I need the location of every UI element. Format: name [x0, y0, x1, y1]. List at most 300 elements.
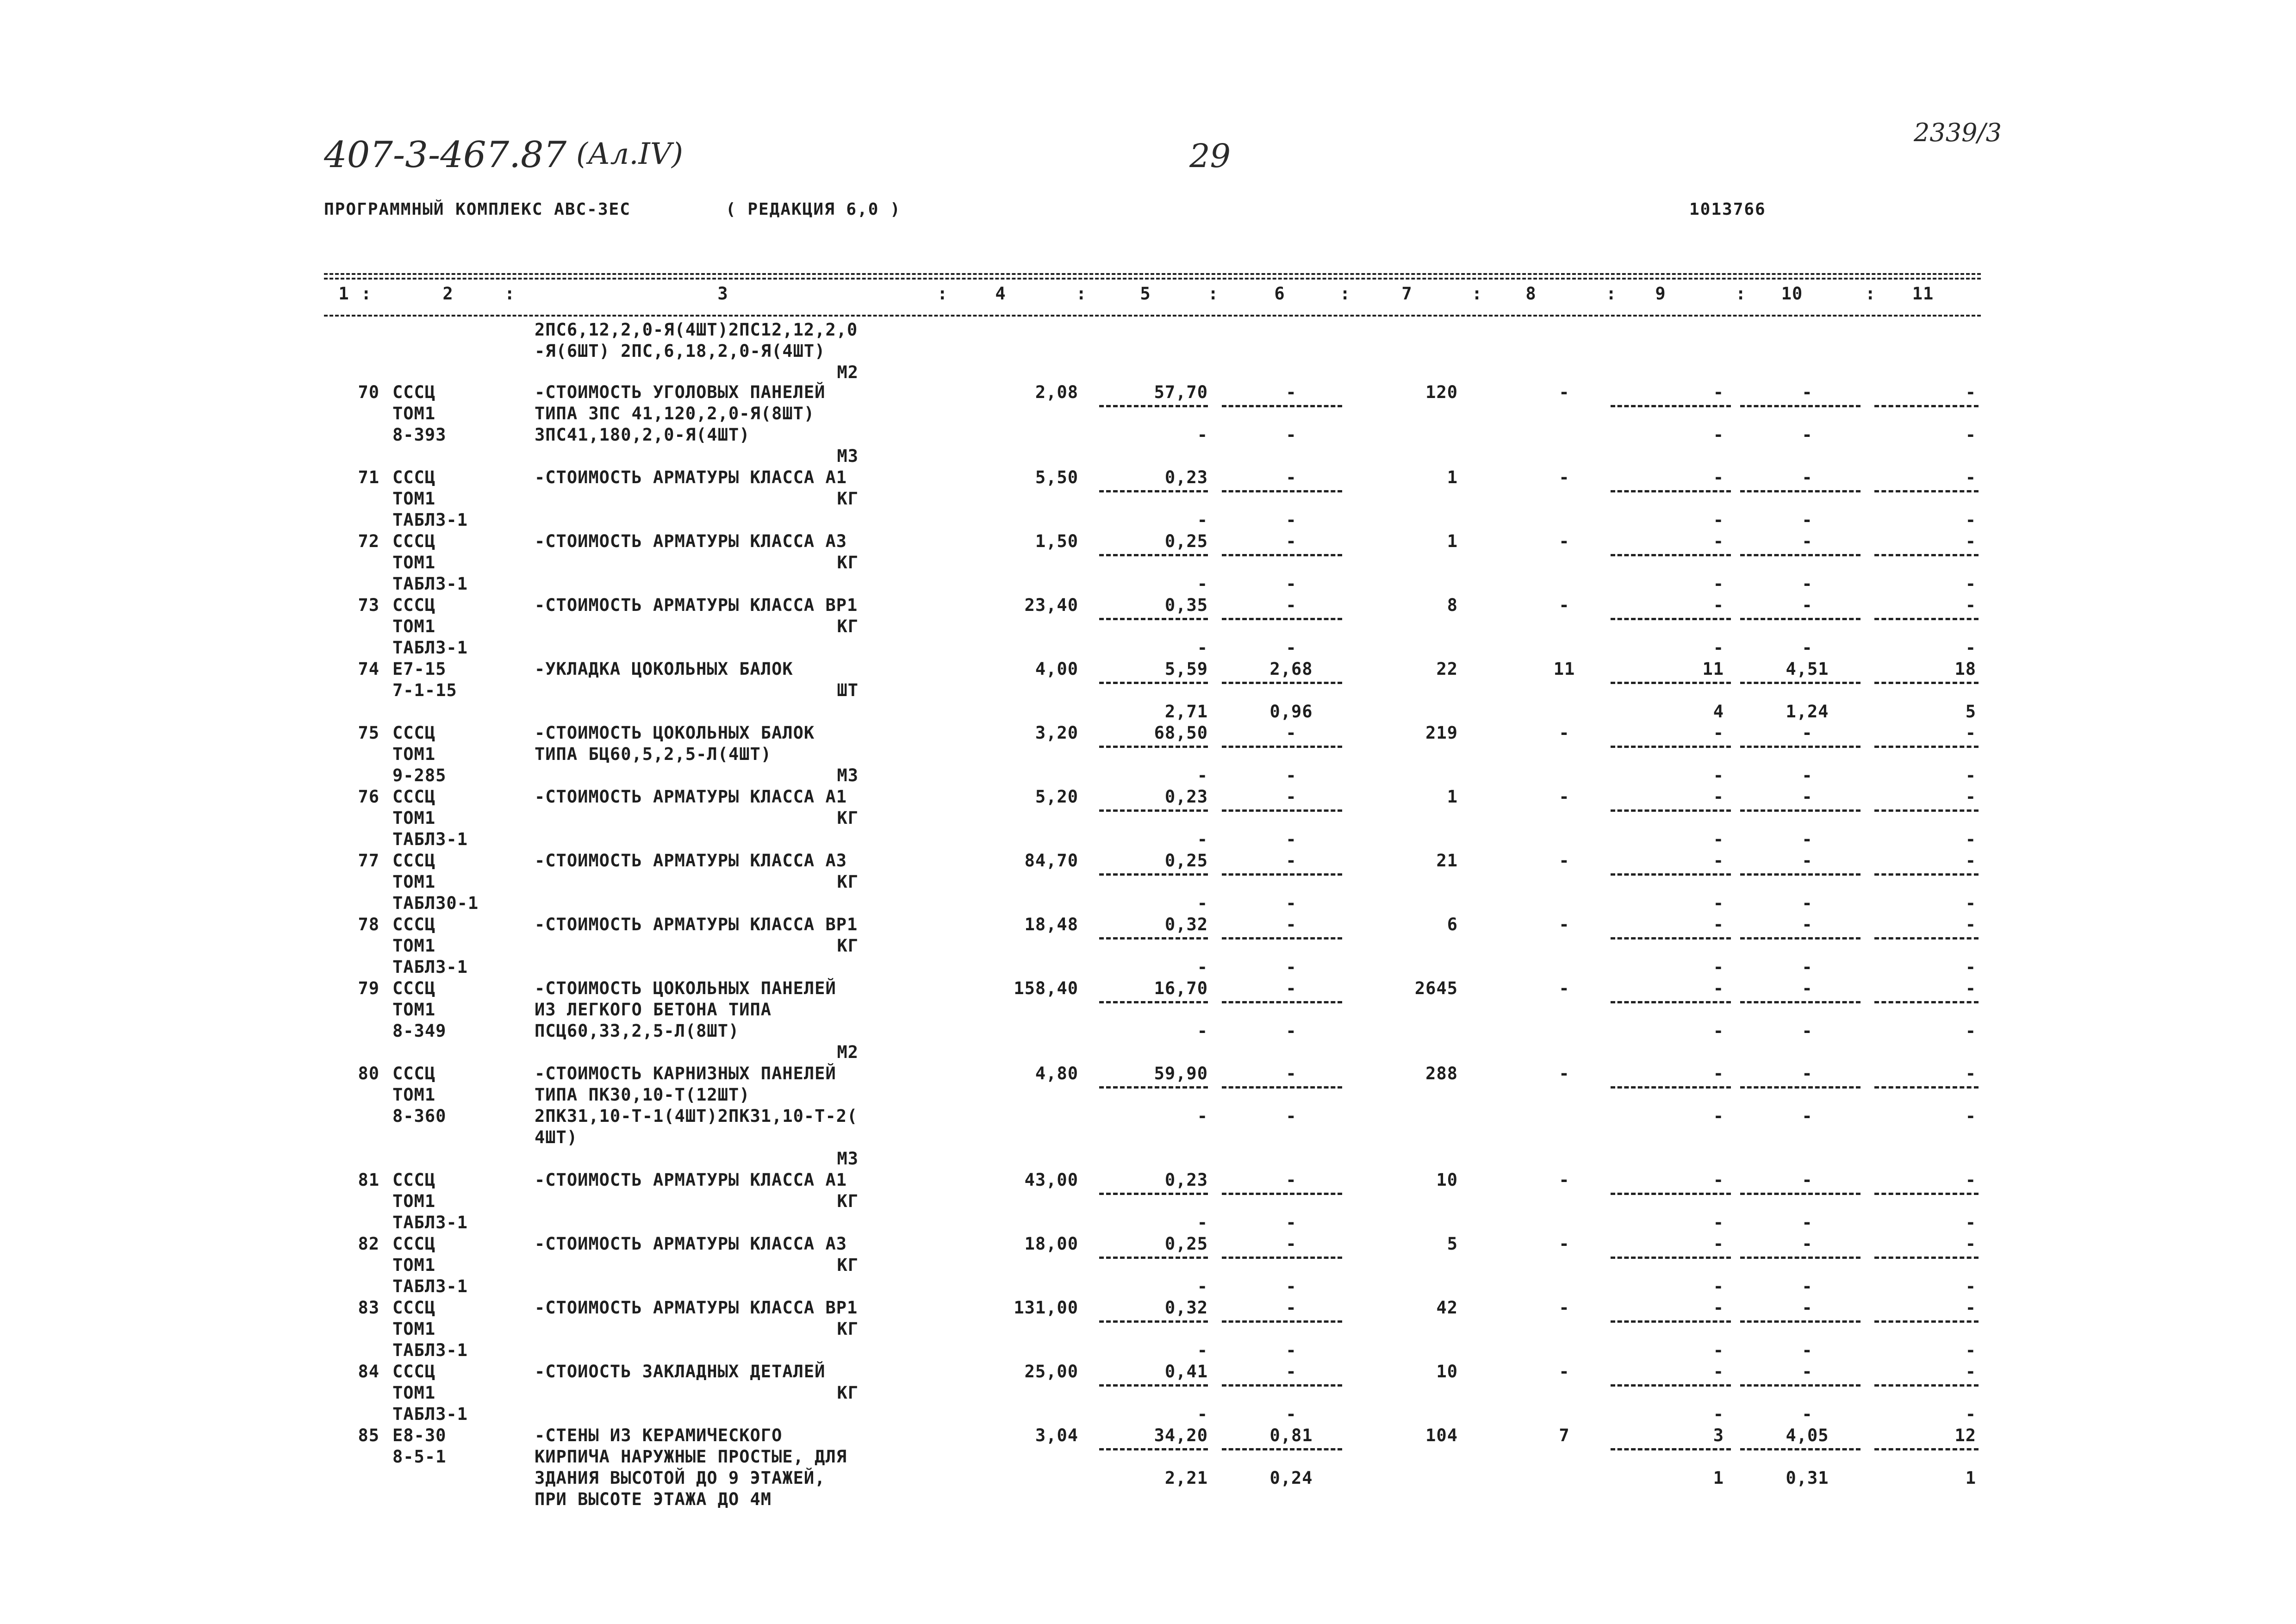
sub-rule [1740, 1320, 1860, 1323]
norm-code: ТАБЛ3-1 [392, 1404, 468, 1424]
norm-code: ТОМ1 [392, 616, 436, 636]
wage-total-cell: - [1559, 915, 1570, 934]
unit-cost-cell: 16,70 [1154, 978, 1208, 998]
labor-total-cell: 12 [1954, 1425, 1976, 1445]
description-line: -СТОИМОСТЬ АРМАТУРЫ КЛАССА А1 [535, 787, 847, 807]
labor-total-cell: - [1965, 915, 1976, 934]
unit-label: КГ [837, 1319, 859, 1339]
labor-sub-total-cell: 1 [1965, 1468, 1976, 1488]
norm-code: СССЦ [392, 915, 436, 934]
wage-total-cell: - [1559, 978, 1570, 998]
machine-rate-cell: - [1197, 957, 1208, 977]
norm-code: 8-349 [392, 1021, 447, 1041]
norm-code: 8-393 [392, 425, 447, 445]
machine-sub-cell: - [1713, 1276, 1724, 1296]
machine-sub-cell: - [1713, 829, 1724, 849]
machine-wage-cell: 0,24 [1269, 1468, 1313, 1488]
unit-cost-cell: 59,90 [1154, 1064, 1208, 1083]
labor-sub-total-cell: 5 [1965, 702, 1976, 722]
machine-wage-cell: - [1286, 574, 1297, 594]
sub-rule [1611, 554, 1731, 556]
row-number: 83 [358, 1298, 380, 1318]
norm-code: СССЦ [392, 467, 436, 487]
description-line: 2ПС6,12,2,0-Я(4ШТ)2ПС12,12,2,0 [535, 320, 858, 340]
wage-cost-cell: - [1286, 851, 1297, 871]
machine-wage-cell: - [1286, 1404, 1297, 1424]
sub-rule [1740, 1384, 1860, 1387]
quantity-cell: 131,00 [1014, 1298, 1078, 1318]
sub-rule [1611, 1001, 1731, 1003]
norm-code: ТОМ1 [392, 872, 436, 892]
labor-sub-total-cell: - [1965, 638, 1976, 658]
labor-total-cell: - [1965, 595, 1976, 615]
norm-code: Е8-30 [392, 1425, 447, 1445]
sub-rule [1222, 1448, 1342, 1450]
row-number: 81 [358, 1170, 380, 1190]
column-header-7: 7 [1401, 284, 1412, 304]
unit-cost-cell: 57,70 [1154, 382, 1208, 402]
column-separator: : [1340, 284, 1351, 304]
norm-code: СССЦ [392, 1298, 436, 1318]
unit-label: КГ [837, 1383, 859, 1403]
column-separator: : [504, 284, 516, 304]
machine-sub-cell: - [1713, 574, 1724, 594]
sub-rule [1099, 682, 1208, 684]
norm-code: 8-5-1 [392, 1447, 447, 1467]
sub-rule [1222, 405, 1342, 407]
norm-code: ТОМ1 [392, 1383, 436, 1403]
row-number: 75 [358, 723, 380, 743]
row-number: 74 [358, 659, 380, 679]
unit-cost-cell: 0,41 [1164, 1362, 1208, 1381]
sub-rule [1222, 490, 1342, 492]
sub-rule [1740, 746, 1860, 748]
column-separator: : [1076, 284, 1087, 304]
labor-sub-cell: - [1802, 765, 1813, 785]
norm-code: ТАБЛ3-1 [392, 510, 468, 530]
stamp-number: 2339/3 [1914, 118, 2002, 147]
description-line: -СТЕНЫ ИЗ КЕРАМИЧЕСКОГО [535, 1425, 783, 1445]
unit-label: М3 [837, 765, 859, 785]
sub-rule [1874, 490, 1979, 492]
sub-rule [1740, 1448, 1860, 1450]
unit-cost-cell: 68,50 [1154, 723, 1208, 743]
column-header-10: 10 [1781, 284, 1803, 304]
sub-rule [1222, 937, 1342, 940]
description-line: -СТОИМОСТЬ АРМАТУРЫ КЛАССА А3 [535, 1234, 847, 1254]
machine-sub-cell: - [1713, 1021, 1724, 1041]
machine-cost-cell: - [1713, 978, 1724, 998]
wage-cost-cell: - [1286, 531, 1297, 551]
sub-rule [1099, 1193, 1208, 1195]
quantity-cell: 2,08 [1035, 382, 1078, 402]
sub-rule [1222, 1001, 1342, 1003]
machine-cost-cell: - [1713, 723, 1724, 743]
wage-total-cell: - [1559, 787, 1570, 807]
total-cost-cell: 2645 [1414, 978, 1458, 998]
norm-code: ТОМ1 [392, 404, 436, 423]
sub-rule [1099, 746, 1208, 748]
total-cost-cell: 219 [1425, 723, 1458, 743]
labor-sub-cell: - [1802, 893, 1813, 913]
machine-rate-cell: - [1197, 1213, 1208, 1232]
wage-total-cell: - [1559, 531, 1570, 551]
machine-wage-cell: - [1286, 893, 1297, 913]
description-line: -УКЛАДКА ЦОКОЛЬНЫХ БАЛОК [535, 659, 793, 679]
unit-cost-cell: 0,35 [1164, 595, 1208, 615]
machine-sub-cell: - [1713, 425, 1724, 445]
machine-rate-cell: - [1197, 510, 1208, 530]
machine-sub-cell: - [1713, 1106, 1724, 1126]
row-number: 82 [358, 1234, 380, 1254]
norm-code: 8-360 [392, 1106, 447, 1126]
description-line: ПРИ ВЫСОТЕ ЭТАЖА ДО 4М [535, 1489, 772, 1509]
wage-cost-cell: 0,81 [1269, 1425, 1313, 1445]
labor-sub-cell: - [1802, 510, 1813, 530]
wage-total-cell: - [1559, 1170, 1570, 1190]
machine-rate-cell: - [1197, 425, 1208, 445]
sub-rule [1874, 1001, 1979, 1003]
labor-sub-cell: - [1802, 574, 1813, 594]
norm-code: ТАБЛ3-1 [392, 574, 468, 594]
unit-cost-cell: 0,23 [1164, 467, 1208, 487]
wage-total-cell: - [1559, 723, 1570, 743]
description-line: -СТОИМОСТЬ ЦОКОЛЬНЫХ БАЛОК [535, 723, 815, 743]
row-number: 70 [358, 382, 380, 402]
description-line: -СТОИМОСТЬ УГОЛОВЫХ ПАНЕЛЕЙ [535, 382, 826, 402]
machine-cost-cell: - [1713, 1234, 1724, 1254]
machine-wage-cell: - [1286, 638, 1297, 658]
machine-wage-cell: - [1286, 829, 1297, 849]
labor-sub-total-cell: - [1965, 957, 1976, 977]
wage-cost-cell: - [1286, 978, 1297, 998]
norm-code: ТОМ1 [392, 489, 436, 509]
total-cost-cell: 21 [1436, 851, 1458, 871]
sub-rule [1874, 1320, 1979, 1323]
total-cost-cell: 42 [1436, 1298, 1458, 1318]
table-top-rule [324, 273, 1981, 275]
sub-rule [1611, 1086, 1731, 1089]
description-line: -СТОИМОСТЬ АРМАТУРЫ КЛАССА А1 [535, 467, 847, 487]
description-line: ИЗ ЛЕГКОГО БЕТОНА ТИПА [535, 1000, 772, 1020]
labor-sub-total-cell: - [1965, 574, 1976, 594]
description-line: ТИПА 3ПС 41,120,2,0-Я(8ШТ) [535, 404, 815, 423]
wage-total-cell: - [1559, 1298, 1570, 1318]
unit-cost-cell: 0,32 [1164, 915, 1208, 934]
sub-rule [1611, 618, 1731, 620]
labor-sub-cell: - [1802, 638, 1813, 658]
norm-code: ТОМ1 [392, 553, 436, 572]
norm-code: ТОМ1 [392, 1255, 436, 1275]
norm-code: СССЦ [392, 531, 436, 551]
wage-cost-cell: - [1286, 787, 1297, 807]
norm-code: ТАБЛ3-1 [392, 1276, 468, 1296]
sub-rule [1874, 1448, 1979, 1450]
labor-sub-cell: - [1802, 1404, 1813, 1424]
norm-code: СССЦ [392, 595, 436, 615]
row-number: 77 [358, 851, 380, 871]
column-header-1: 1 [338, 284, 349, 304]
norm-code: СССЦ [392, 1170, 436, 1190]
column-header-6: 6 [1274, 284, 1285, 304]
labor-cell: - [1802, 978, 1813, 998]
unit-label: М3 [837, 1149, 859, 1169]
labor-total-cell: - [1965, 531, 1976, 551]
machine-rate-cell: - [1197, 829, 1208, 849]
total-cost-cell: 10 [1436, 1362, 1458, 1381]
labor-sub-total-cell: - [1965, 1021, 1976, 1041]
wage-total-cell: - [1559, 1064, 1570, 1083]
norm-code: ТОМ1 [392, 808, 436, 828]
column-header-9: 9 [1655, 284, 1666, 304]
labor-sub-total-cell: - [1965, 1404, 1976, 1424]
sub-rule [1611, 1320, 1731, 1323]
description-line: ПСЦ60,33,2,5-Л(8ШТ) [535, 1021, 740, 1041]
labor-total-cell: - [1965, 467, 1976, 487]
labor-sub-cell: 1,24 [1786, 702, 1829, 722]
sub-rule [1611, 809, 1731, 812]
unit-cost-cell: 0,25 [1164, 531, 1208, 551]
labor-total-cell: - [1965, 787, 1976, 807]
wage-cost-cell: - [1286, 915, 1297, 934]
sub-rule [1740, 1086, 1860, 1089]
program-title: ПРОГРАММНЫЙ КОМПЛЕКС АВС-3ЕС [324, 200, 631, 219]
description-line: ЗДАНИЯ ВЫСОТОЙ ДО 9 ЭТАЖЕЙ, [535, 1468, 826, 1488]
sub-rule [1222, 1193, 1342, 1195]
total-cost-cell: 1 [1447, 787, 1458, 807]
norm-code: ТОМ1 [392, 1000, 436, 1020]
quantity-cell: 158,40 [1014, 978, 1078, 998]
sub-rule [1611, 746, 1731, 748]
sub-rule [1222, 1086, 1342, 1089]
norm-code: ТАБЛ30-1 [392, 893, 479, 913]
labor-sub-cell: - [1802, 1276, 1813, 1296]
column-separator: : [1606, 284, 1617, 304]
labor-total-cell: - [1965, 1234, 1976, 1254]
sub-rule [1611, 1193, 1731, 1195]
machine-cost-cell: - [1713, 382, 1724, 402]
column-header-11: 11 [1912, 284, 1934, 304]
sub-rule [1222, 873, 1342, 876]
sub-rule [1874, 1257, 1979, 1259]
labor-sub-total-cell: - [1965, 893, 1976, 913]
labor-total-cell: - [1965, 1170, 1976, 1190]
wage-cost-cell: - [1286, 1170, 1297, 1190]
sub-rule [1874, 1384, 1979, 1387]
norm-code: СССЦ [392, 382, 436, 402]
labor-total-cell: - [1965, 851, 1976, 871]
labor-sub-total-cell: - [1965, 510, 1976, 530]
sub-rule [1611, 682, 1731, 684]
row-number: 79 [358, 978, 380, 998]
sub-rule [1611, 405, 1731, 407]
machine-rate-cell: - [1197, 1340, 1208, 1360]
machine-cost-cell: - [1713, 531, 1724, 551]
row-number: 78 [358, 915, 380, 934]
norm-code: ТАБЛ3-1 [392, 1213, 468, 1232]
labor-sub-cell: 0,31 [1786, 1468, 1829, 1488]
quantity-cell: 1,50 [1035, 531, 1078, 551]
sub-rule [1740, 682, 1860, 684]
machine-rate-cell: - [1197, 765, 1208, 785]
labor-sub-total-cell: - [1965, 1340, 1976, 1360]
wage-total-cell: 7 [1559, 1425, 1570, 1445]
total-cost-cell: 10 [1436, 1170, 1458, 1190]
wage-total-cell: 11 [1553, 659, 1575, 679]
quantity-cell: 23,40 [1024, 595, 1078, 615]
unit-label: КГ [837, 489, 859, 509]
row-number: 85 [358, 1425, 380, 1445]
column-separator: : [1865, 284, 1876, 304]
wage-total-cell: - [1559, 851, 1570, 871]
description-line: 3ПС41,180,2,0-Я(4ШТ) [535, 425, 750, 445]
sub-rule [1222, 554, 1342, 556]
album-number: (Ал.IV) [576, 137, 683, 171]
machine-sub-cell: - [1713, 1340, 1724, 1360]
column-separator: : [361, 284, 372, 304]
machine-rate-cell: - [1197, 1106, 1208, 1126]
sub-rule [1222, 1257, 1342, 1259]
sub-rule [1740, 1257, 1860, 1259]
sub-rule [1099, 405, 1208, 407]
edition-label: ( РЕДАКЦИЯ 6,0 ) [726, 200, 901, 219]
machine-rate-cell: - [1197, 574, 1208, 594]
quantity-cell: 5,20 [1035, 787, 1078, 807]
unit-label: КГ [837, 1255, 859, 1275]
column-separator: : [1736, 284, 1747, 304]
sub-rule [1099, 937, 1208, 940]
sub-rule [1740, 618, 1860, 620]
unit-cost-cell: 0,25 [1164, 851, 1208, 871]
unit-label: М2 [837, 1042, 859, 1062]
row-number: 84 [358, 1362, 380, 1381]
column-separator: : [1472, 284, 1483, 304]
sub-rule [1222, 1320, 1342, 1323]
machine-cost-cell: 11 [1702, 659, 1724, 679]
description-line: -СТОИМОСТЬ КАРНИЗНЫХ ПАНЕЛЕЙ [535, 1064, 836, 1083]
labor-sub-cell: - [1802, 1106, 1813, 1126]
sub-rule [1874, 554, 1979, 556]
quantity-cell: 3,20 [1035, 723, 1078, 743]
unit-cost-cell: 0,25 [1164, 1234, 1208, 1254]
unit-label: ШТ [837, 680, 859, 700]
sub-rule [1099, 618, 1208, 620]
labor-cell: - [1802, 723, 1813, 743]
sub-rule [1099, 1448, 1208, 1450]
sub-rule [1740, 1193, 1860, 1195]
column-header-5: 5 [1140, 284, 1151, 304]
norm-code: ТАБЛ3-1 [392, 638, 468, 658]
description-line: 2ПК31,10-Т-1(4ШТ)2ПК31,10-Т-2( [535, 1106, 858, 1126]
norm-code: Е7-15 [392, 659, 447, 679]
norm-code: СССЦ [392, 978, 436, 998]
unit-label: КГ [837, 808, 859, 828]
sub-rule [1740, 873, 1860, 876]
unit-cost-cell: 34,20 [1154, 1425, 1208, 1445]
labor-total-cell: - [1965, 1064, 1976, 1083]
labor-cell: - [1802, 382, 1813, 402]
sub-rule [1740, 1001, 1860, 1003]
machine-wage-cell: - [1286, 1213, 1297, 1232]
sub-rule [1874, 937, 1979, 940]
labor-sub-cell: - [1802, 957, 1813, 977]
sub-rule [1099, 554, 1208, 556]
machine-sub-cell: - [1713, 638, 1724, 658]
labor-sub-cell: - [1802, 425, 1813, 445]
norm-code: СССЦ [392, 787, 436, 807]
norm-code: СССЦ [392, 1234, 436, 1254]
wage-cost-cell: - [1286, 595, 1297, 615]
labor-cell: - [1802, 1298, 1813, 1318]
machine-wage-cell: 0,96 [1269, 702, 1313, 722]
machine-rate-cell: 2,21 [1164, 1468, 1208, 1488]
labor-cell: - [1802, 1064, 1813, 1083]
unit-cost-cell: 5,59 [1164, 659, 1208, 679]
labor-cell: 4,05 [1786, 1425, 1829, 1445]
machine-cost-cell: - [1713, 1170, 1724, 1190]
machine-cost-cell: - [1713, 1298, 1724, 1318]
norm-code: СССЦ [392, 723, 436, 743]
description-line: -СТОИМОСТЬ АРМАТУРЫ КЛАССА А3 [535, 851, 847, 871]
machine-sub-cell: 1 [1713, 1468, 1724, 1488]
total-cost-cell: 22 [1436, 659, 1458, 679]
wage-cost-cell: - [1286, 1064, 1297, 1083]
description-line: 4ШТ) [535, 1127, 578, 1147]
description-line: ТИПА ПК30,10-Т(12ШТ) [535, 1085, 750, 1105]
column-separator: : [937, 284, 948, 304]
unit-label: КГ [837, 1191, 859, 1211]
wage-cost-cell: - [1286, 467, 1297, 487]
machine-cost-cell: - [1713, 787, 1724, 807]
machine-cost-cell: 3 [1713, 1425, 1724, 1445]
labor-total-cell: 18 [1954, 659, 1976, 679]
wage-total-cell: - [1559, 382, 1570, 402]
row-number: 72 [358, 531, 380, 551]
machine-wage-cell: - [1286, 957, 1297, 977]
sub-rule [1611, 1448, 1731, 1450]
labor-cell: - [1802, 851, 1813, 871]
quantity-cell: 4,80 [1035, 1064, 1078, 1083]
sub-rule [1874, 809, 1979, 812]
labor-sub-cell: - [1802, 1021, 1813, 1041]
machine-sub-cell: - [1713, 1213, 1724, 1232]
labor-sub-cell: - [1802, 1213, 1813, 1232]
labor-sub-total-cell: - [1965, 1276, 1976, 1296]
labor-cell: 4,51 [1786, 659, 1829, 679]
norm-code: ТОМ1 [392, 744, 436, 764]
norm-code: ТОМ1 [392, 1085, 436, 1105]
machine-wage-cell: - [1286, 1106, 1297, 1126]
table-header-rule [324, 315, 1981, 317]
machine-sub-cell: - [1713, 510, 1724, 530]
total-cost-cell: 288 [1425, 1064, 1458, 1083]
labor-total-cell: - [1965, 382, 1976, 402]
quantity-cell: 18,48 [1024, 915, 1078, 934]
labor-sub-total-cell: - [1965, 1106, 1976, 1126]
machine-rate-cell: - [1197, 638, 1208, 658]
sub-rule [1874, 1086, 1979, 1089]
sub-rule [1740, 937, 1860, 940]
wage-cost-cell: - [1286, 1234, 1297, 1254]
wage-cost-cell: - [1286, 1298, 1297, 1318]
sub-rule [1222, 746, 1342, 748]
page-number: 29 [1189, 137, 1231, 175]
quantity-cell: 43,00 [1024, 1170, 1078, 1190]
norm-code: ТОМ1 [392, 1319, 436, 1339]
description-line: КИРПИЧА НАРУЖНЫЕ ПРОСТЫЕ, ДЛЯ [535, 1447, 847, 1467]
total-cost-cell: 120 [1425, 382, 1458, 402]
labor-total-cell: - [1965, 978, 1976, 998]
